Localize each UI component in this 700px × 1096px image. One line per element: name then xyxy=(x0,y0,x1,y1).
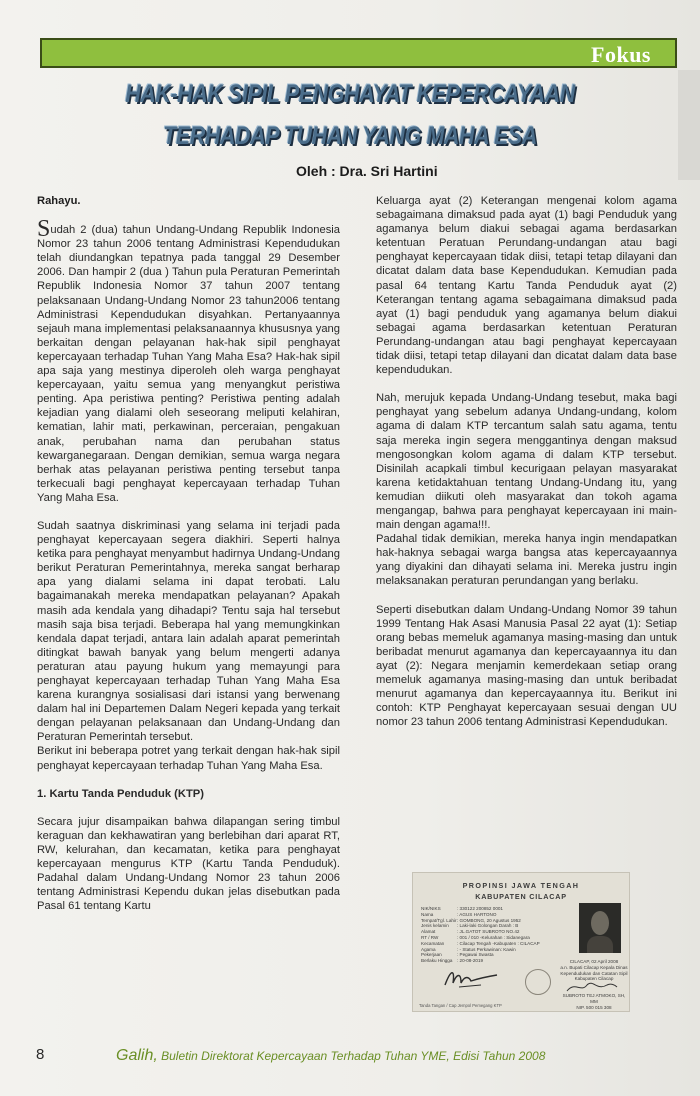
ktp-official-nip: NIP. 500 015 308 xyxy=(576,1004,612,1010)
ktp-field-label: Berlaku Hingga xyxy=(421,958,453,964)
greeting: Rahayu. xyxy=(37,195,81,207)
paragraph: Berikut ini beberapa potret yang terkait dengan hak-hak sipil penghayat kepercayaan terhadap Tuhan Yang Maha Esa. xyxy=(37,745,340,772)
ktp-province: PROPINSI JAWA TENGAH xyxy=(462,881,580,890)
footer-brand: Galih, xyxy=(116,1047,158,1064)
ktp-field-value: : 20-08-2019 xyxy=(457,958,484,964)
right-column xyxy=(376,194,677,743)
paragraph: Nah, merujuk kepada Undang-Undang tesebut, maka bagi penghayat yang sebelum adanya Undang-undang, kolom agama di dalam KTP tercantum salah satu agama, tentu saja mereka ingin segera menggantinya dengan maksud mengosongkan kolom agama di dalam KTP tersebut. Disinilah acapkali timbul kecurigaan pelayan masyarakat karena ketidaktahuan tentang Undang-Undang itu, yang kemudian diikuti oleh masyarakat dan tokoh agama mengangap, bahwa para penghayat kepercayaan ini main-main dengan agama!!!. xyxy=(376,392,677,532)
article-author: Oleh : Dra. Sri Hartini xyxy=(296,163,438,179)
ktp-card-image xyxy=(412,872,630,1012)
ktp-field-label: Nama xyxy=(421,911,434,917)
ktp-field-value: : JL.GATOT SUBROTO NO.42 xyxy=(457,929,520,935)
ktp-field-row xyxy=(421,958,569,964)
paragraph-text: udah 2 (dua) tahun Undang-Undang Republik Indonesia Nomor 23 tahun 2006 tentang Administrasi Kependudukan telah diundangkan tepatnya pada tanggal 29 Desember 2006. Dan hampir 2 (dua ) Tahun pula Peraturan Pemerintah Republik Indonesia Nomor 37 tahun 2007 tentang pelaksanaan Undang-Undang Nomor 23 tahun2006 tentang Administrasi Kependudukan disyahkan. Pertanyaannya sejauh mana implementasi pelaksanaannya khususnya yang berkaitan dengan pelayanan hak-hak sipil penghayat kepercayaan terhadap Tuhan Yang Maha Esa? Hak-hak sipil apa saja yang mestinya diperoleh oleh warga penghayat kepercayaan, yaitu semua yang menyangkut peristiwa penting. Apa peristiwa penting? Peristiwa penting adalah kejadian yang dialami oleh seseorang meliputi kelahiran, kematian, lahir mati, perkawinan, perceraian, pengakuan anak, perubahan nama dan perubahan status kewarganegaraan. Dengan demikian, semua warga negara berhak atas pelayanan peristiwa penting tersebut tanpa terkecuali bagi penghayat kepercayaan terhadap Tuhan Yang Maha Esa. xyxy=(37,224,340,504)
ktp-regency: KABUPATEN CILACAP xyxy=(475,892,567,901)
ktp-field-value: : Pegawai Swasta xyxy=(457,952,494,958)
thumbprint-icon xyxy=(525,969,551,995)
ktp-field-value: : GOMBONG, 20 Agustus 1952 xyxy=(457,917,521,923)
ktp-official-name: SUBROTO TEJ ATMOKO, SH, MM xyxy=(562,993,626,1004)
drop-cap: S xyxy=(37,216,51,243)
ktp-field-value: : AGUS HARTONO xyxy=(457,911,497,917)
section-banner xyxy=(40,38,677,68)
ktp-field-label: Agama xyxy=(421,946,436,952)
portrait-face xyxy=(591,911,609,935)
paragraph: Sudah saatnya diskriminasi yang selama ini terjadi pada penghayat kepercayaan segera diakhiri. Seperti halnya ketika para penghayat menyambut hadirnya Undang-Undang berikut Peraturan Pemerintahnya, mereka sangat berharap apa yang dialami selama ini dapat terobati. Lalu bagaimanakah mereka mendapatkan pelayanan? Apakah masih ada kendala yang dihadapi? Tentu saja hal tersebut masih saja bisa terjadi. Beberapa hal yang memungkinkan kendala dapat terjadi, antara lain adalah aparat pemerintah ditingkat bawah banyak yang belum mengerti adanya peraturan atau payung hukum yang memayungi para penghayat kepercayaan terhadap Tuhan Yang Maha Esa karena kurangnya sosialisasi dari istansi yang berwenang dalam hal ini Departemen Dalam Negeri kepada yang terkait dengan pelayanan pelaksanaan dan Undang-Undang dan Peraturan Pemerintah tersebut. xyxy=(37,519,340,744)
ktp-field-value: : 001 / 010 -Kelurahan : Sidanegara xyxy=(457,934,530,940)
ktp-field-value: : Cilacap Tengah -Kabupaten : CILACAP xyxy=(457,940,540,946)
ktp-photo xyxy=(579,903,621,953)
ktp-footer-label: Tanda Tangan / Cap Jempol Pemegang KTP xyxy=(419,1003,502,1008)
portrait-shoulders xyxy=(587,936,613,953)
ktp-official xyxy=(559,993,629,1010)
ktp-field-value: : - Status Perkawinan: Kawin xyxy=(457,946,516,952)
ktp-field-label: NIK/NIKS xyxy=(421,906,441,911)
ktp-office: a.n. Bupati Cilacap Kepala Dinas Kependudukan dan Catatan Sipil Kabupaten Cilacap xyxy=(560,964,628,982)
ktp-field-label: Alamat xyxy=(421,929,436,935)
ktp-place-date: CILACAP, 02 April 2008 xyxy=(569,959,619,964)
footer-text: Buletin Direktorat Kepercayaan Terhadap Tuhan YME, Edisi Tahun 2008 xyxy=(157,1049,546,1063)
left-column xyxy=(37,194,340,927)
ktp-field-value: : Laki-laki Golongan Darah : B xyxy=(457,923,519,929)
article-title-line2: TERHADAP TUHAN YANG MAHA ESA xyxy=(163,122,537,150)
paragraph: Secara jujur disampaikan bahwa dilapangan sering timbul keraguan dan kekhawatiran yang berlebihan dari aparat RT, RW, kelurahan, dan kecamatan, ketika para penghayat kepercayaan mengurus KTP (Kartu Tanda Penduduk). Padahal dalam Undang-Undang Nomor 23 tahun 2006 tentang Administrasi Kependu dukan jelas disebutkan pada Pasal 61 tentang Kartu xyxy=(37,815,340,913)
ktp-field-value: : 330122 200852 0001 xyxy=(457,906,503,911)
adjacent-page-strip xyxy=(678,70,700,180)
paragraph: Keluarga ayat (2) Keterangan mengenai kolom agama sebagaimana dimaksud pada ayat (1) bagi Penduduk yang agamanya belum diakui sebagai agama berdasarkan ketentuan Peratuan Perundang-undangan atau bagi penghayat kepercayaan tidak diisi, tetapi tetap dilayani dan dicatat dalam data base Kependudukan. Kemudian pada pasal 64 tentang Kartu Tanda Penduduk ayat (2) Keterangan tentang agama sebagaimana dimaksud pada ayat (1) bagi penduduk yang agamanya belum diakui sebagai agama berdasarkan ketentuan Peraturan Perundang-undangan atau bagi penghayat kepercayaan tidak diisi, tetapi tetap dilayani dan dicatat dalam data base kependudukan. xyxy=(376,195,677,377)
paragraph: Padahal tidak demikian, mereka hanya ingin mendapatkan hak-haknya sebagai warga bangsa atas kepercayaannya yang diyakini dan dihayati selama ini. Mereka justru ingin melaksanakan peraturan perundangan yang berlaku. xyxy=(376,533,677,588)
paragraph: Seperti disebutkan dalam Undang-Undang Nomor 39 tahun 1999 Tentang Hak Asasi Manusia Pasal 22 ayat (1): Setiap orang bebas memeluk agamanya masing-masing dan untuk beribadat menurut agamanya dan kepercayaannya itu dan ayat (2): Negara menjamin kemerdekaan setiap orang memeluk agamanya masing-masing dan untuk beribadat menurut agamanya dan kepercayaannya itu. Berikut ini contoh: KTP Penghayat kepercayaan sesuai dengan UU nomor 23 tahun 2006 tentang Administrasi Kependudukan. xyxy=(376,603,677,729)
article-title-line1: HAK-HAK SIPIL PENGHAYAT KEPERCAYAAN xyxy=(125,80,575,108)
ktp-field-label: Tempat/Tgl. Lahir xyxy=(421,917,457,923)
paragraph xyxy=(37,216,340,505)
ktp-fields xyxy=(421,906,569,964)
ktp-field-label: Kecamatan xyxy=(421,940,445,946)
page-number: 8 xyxy=(36,1046,45,1063)
section-heading: 1. Kartu Tanda Penduduk (KTP) xyxy=(37,787,204,800)
page-footer xyxy=(116,1047,545,1065)
ktp-field-label: Pekerjaan xyxy=(421,952,442,958)
ktp-field-label: Jenis kelamin xyxy=(421,923,449,929)
ktp-field-label: RT / RW xyxy=(421,934,439,940)
section-label: Fokus xyxy=(591,42,651,67)
holder-signature-icon xyxy=(441,965,501,991)
